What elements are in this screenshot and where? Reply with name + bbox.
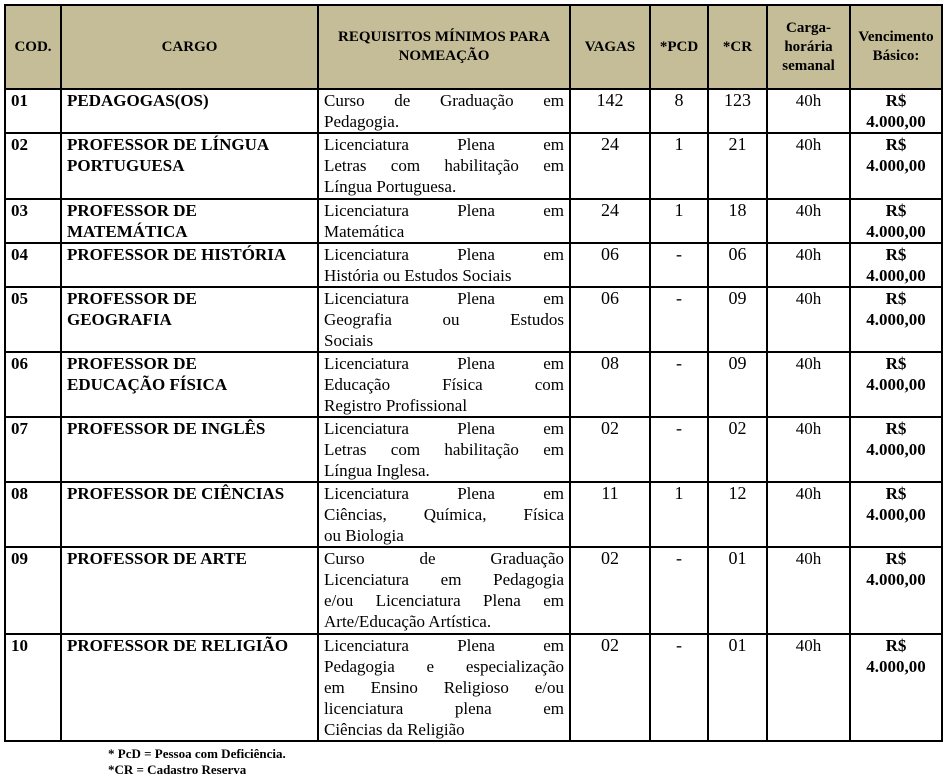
- cargo-line: GEOGRAFIA: [67, 310, 172, 329]
- footnote-pcd: * PcD = Pessoa com Deficiência.: [108, 746, 286, 761]
- vencimento-cell: R$ 4.000,00: [850, 547, 942, 634]
- vencimento-cell: R$ 4.000,00: [850, 287, 942, 352]
- requisitos-line: Letras com habilitação em: [324, 440, 564, 459]
- cr-cell: 12: [708, 482, 767, 547]
- carga-cell: 40h: [767, 89, 850, 133]
- pcd-cell: -: [650, 547, 708, 634]
- cod-cell: 02: [5, 133, 61, 199]
- vagas-cell: 02: [570, 547, 650, 634]
- cod-cell: 06: [5, 352, 61, 417]
- pcd-cell: -: [650, 287, 708, 352]
- requisitos-line: História ou Estudos Sociais: [324, 266, 512, 285]
- requisitos-line: ou Biologia: [324, 526, 404, 545]
- requisitos-line: Licenciatura Plena em: [324, 419, 564, 438]
- vencimento-cell: R$ 4.000,00: [850, 417, 942, 482]
- vencimento-cell: R$ 4.000,00: [850, 482, 942, 547]
- requisitos-line: Pedagogia.: [324, 112, 400, 131]
- requisitos-line: Língua Inglesa.: [324, 461, 430, 480]
- cargo-cell: [61, 243, 318, 287]
- requisitos-line: Educação Física com: [324, 375, 564, 394]
- requisitos-cell: [318, 482, 570, 547]
- vencimento-cell: R$ 4.000,00: [850, 89, 942, 133]
- column-header-pcd: *PCD: [650, 5, 708, 89]
- requisitos-line: Sociais: [324, 331, 374, 350]
- cargo-cell: [61, 482, 318, 547]
- cargo-cell: [61, 547, 318, 634]
- cargo-line: PROFESSOR DE RELIGIÃO: [67, 636, 289, 655]
- cargo-line: PEDAGOGAS(OS): [67, 91, 209, 110]
- table-row: [5, 482, 942, 547]
- cargo-line: EDUCAÇÃO FÍSICA: [67, 375, 228, 394]
- requisitos-cell: [318, 133, 570, 199]
- pcd-cell: 1: [650, 133, 708, 199]
- requisitos-line: Ciências, Química, Física: [324, 505, 564, 524]
- pcd-cell: -: [650, 352, 708, 417]
- cargo-line: PROFESSOR DE: [67, 354, 197, 373]
- requisitos-line: Licenciatura em Pedagogia: [324, 570, 564, 589]
- cargo-line: PROFESSOR DE ARTE: [67, 549, 247, 568]
- cargo-line: PROFESSOR DE CIÊNCIAS: [67, 484, 285, 503]
- vagas-cell: 24: [570, 199, 650, 243]
- cr-cell: 01: [708, 547, 767, 634]
- footnotes: [108, 746, 944, 778]
- vencimento-cell: R$ 4.000,00: [850, 243, 942, 287]
- requisitos-line: Curso de Graduação em: [324, 91, 564, 110]
- cod-cell: 01: [5, 89, 61, 133]
- carga-cell: 40h: [767, 243, 850, 287]
- column-header-requisitos: REQUISITOS MÍNIMOS PARA NOMEAÇÃO: [318, 5, 570, 89]
- vagas-cell: 24: [570, 133, 650, 199]
- cod-cell: 04: [5, 243, 61, 287]
- cr-cell: 09: [708, 287, 767, 352]
- carga-cell: 40h: [767, 634, 850, 741]
- vagas-cell: 08: [570, 352, 650, 417]
- vagas-cell: 02: [570, 417, 650, 482]
- requisitos-line: e/ou Licenciatura Plena em: [324, 591, 564, 610]
- requisitos-cell: [318, 634, 570, 741]
- carga-cell: 40h: [767, 133, 850, 199]
- requisitos-cell: [318, 243, 570, 287]
- cr-cell: 01: [708, 634, 767, 741]
- cargo-cell: [61, 199, 318, 243]
- requisitos-line: Licenciatura Plena em: [324, 135, 564, 154]
- cargo-cell: [61, 287, 318, 352]
- vagas-cell: 11: [570, 482, 650, 547]
- carga-cell: 40h: [767, 547, 850, 634]
- requisitos-line: Licenciatura Plena em: [324, 484, 564, 503]
- carga-cell: 40h: [767, 287, 850, 352]
- vagas-cell: 06: [570, 287, 650, 352]
- requisitos-line: em Ensino Religioso e/ou: [324, 678, 564, 697]
- pcd-cell: 8: [650, 89, 708, 133]
- cr-cell: 09: [708, 352, 767, 417]
- vencimento-cell: R$ 4.000,00: [850, 634, 942, 741]
- vencimento-cell: R$ 4.000,00: [850, 199, 942, 243]
- table-row: [5, 243, 942, 287]
- requisitos-cell: [318, 417, 570, 482]
- cod-cell: 03: [5, 199, 61, 243]
- cod-cell: 08: [5, 482, 61, 547]
- footnote-cr: *CR = Cadastro Reserva: [108, 762, 247, 777]
- header-row: [5, 5, 942, 89]
- requisitos-line: Licenciatura Plena em: [324, 354, 564, 373]
- cargo-line: PORTUGUESA: [67, 156, 185, 175]
- table-row: [5, 89, 942, 133]
- requisitos-line: Língua Portuguesa.: [324, 177, 457, 196]
- requisitos-line: licenciatura plena em: [324, 699, 564, 718]
- cargo-line: PROFESSOR DE LÍNGUA: [67, 135, 270, 154]
- column-header-cod: COD.: [5, 5, 61, 89]
- requisitos-line: Arte/Educação Artística.: [324, 612, 492, 631]
- column-header-vagas: VAGAS: [570, 5, 650, 89]
- cr-cell: 123: [708, 89, 767, 133]
- cargo-cell: [61, 352, 318, 417]
- pcd-cell: -: [650, 634, 708, 741]
- carga-cell: 40h: [767, 352, 850, 417]
- cod-cell: 05: [5, 287, 61, 352]
- cargo-line: MATEMÁTICA: [67, 222, 188, 241]
- table-row: [5, 417, 942, 482]
- cargo-line: PROFESSOR DE INGLÊS: [67, 419, 266, 438]
- job-positions-table: [4, 4, 943, 742]
- requisitos-line: Geografia ou Estudos: [324, 310, 564, 329]
- cr-cell: 06: [708, 243, 767, 287]
- requisitos-line: Licenciatura Plena em: [324, 201, 564, 220]
- cod-cell: 07: [5, 417, 61, 482]
- requisitos-line: Ciências da Religião: [324, 720, 465, 739]
- cargo-line: PROFESSOR DE: [67, 201, 197, 220]
- table-row: [5, 199, 942, 243]
- requisitos-line: Curso de Graduação: [324, 549, 564, 568]
- cargo-line: PROFESSOR DE: [67, 289, 197, 308]
- requisitos-cell: [318, 89, 570, 133]
- requisitos-cell: [318, 547, 570, 634]
- table-row: [5, 133, 942, 199]
- cod-cell: 10: [5, 634, 61, 741]
- requisitos-line: Licenciatura Plena em: [324, 245, 564, 264]
- table-row: [5, 547, 942, 634]
- cr-cell: 21: [708, 133, 767, 199]
- cargo-cell: [61, 634, 318, 741]
- column-header-cr: *CR: [708, 5, 767, 89]
- requisitos-line: Registro Profissional: [324, 396, 468, 415]
- cargo-line: PROFESSOR DE HISTÓRIA: [67, 245, 287, 264]
- table-header: [5, 5, 942, 89]
- cr-cell: 02: [708, 417, 767, 482]
- requisitos-line: Matemática: [324, 222, 405, 241]
- vagas-cell: 06: [570, 243, 650, 287]
- requisitos-line: Pedagogia e especialização: [324, 657, 564, 676]
- table-row: [5, 634, 942, 741]
- cargo-cell: [61, 417, 318, 482]
- vencimento-cell: R$ 4.000,00: [850, 133, 942, 199]
- vagas-cell: 142: [570, 89, 650, 133]
- column-header-vencimento: Vencimento Básico:: [850, 5, 942, 89]
- requisitos-line: Licenciatura Plena em: [324, 636, 564, 655]
- carga-cell: 40h: [767, 482, 850, 547]
- vencimento-cell: R$ 4.000,00: [850, 352, 942, 417]
- requisitos-line: Letras com habilitação em: [324, 156, 564, 175]
- requisitos-line: Licenciatura Plena em: [324, 289, 564, 308]
- cod-cell: 09: [5, 547, 61, 634]
- requisitos-cell: [318, 352, 570, 417]
- cr-cell: 18: [708, 199, 767, 243]
- table-row: [5, 287, 942, 352]
- column-header-cargo: CARGO: [61, 5, 318, 89]
- requisitos-cell: [318, 199, 570, 243]
- table-row: [5, 352, 942, 417]
- column-header-carga: Carga-horária semanal: [767, 5, 850, 89]
- cargo-cell: [61, 89, 318, 133]
- carga-cell: 40h: [767, 417, 850, 482]
- pcd-cell: 1: [650, 199, 708, 243]
- carga-cell: 40h: [767, 199, 850, 243]
- cargo-cell: [61, 133, 318, 199]
- pcd-cell: -: [650, 243, 708, 287]
- pcd-cell: -: [650, 417, 708, 482]
- pcd-cell: 1: [650, 482, 708, 547]
- requisitos-cell: [318, 287, 570, 352]
- vagas-cell: 02: [570, 634, 650, 741]
